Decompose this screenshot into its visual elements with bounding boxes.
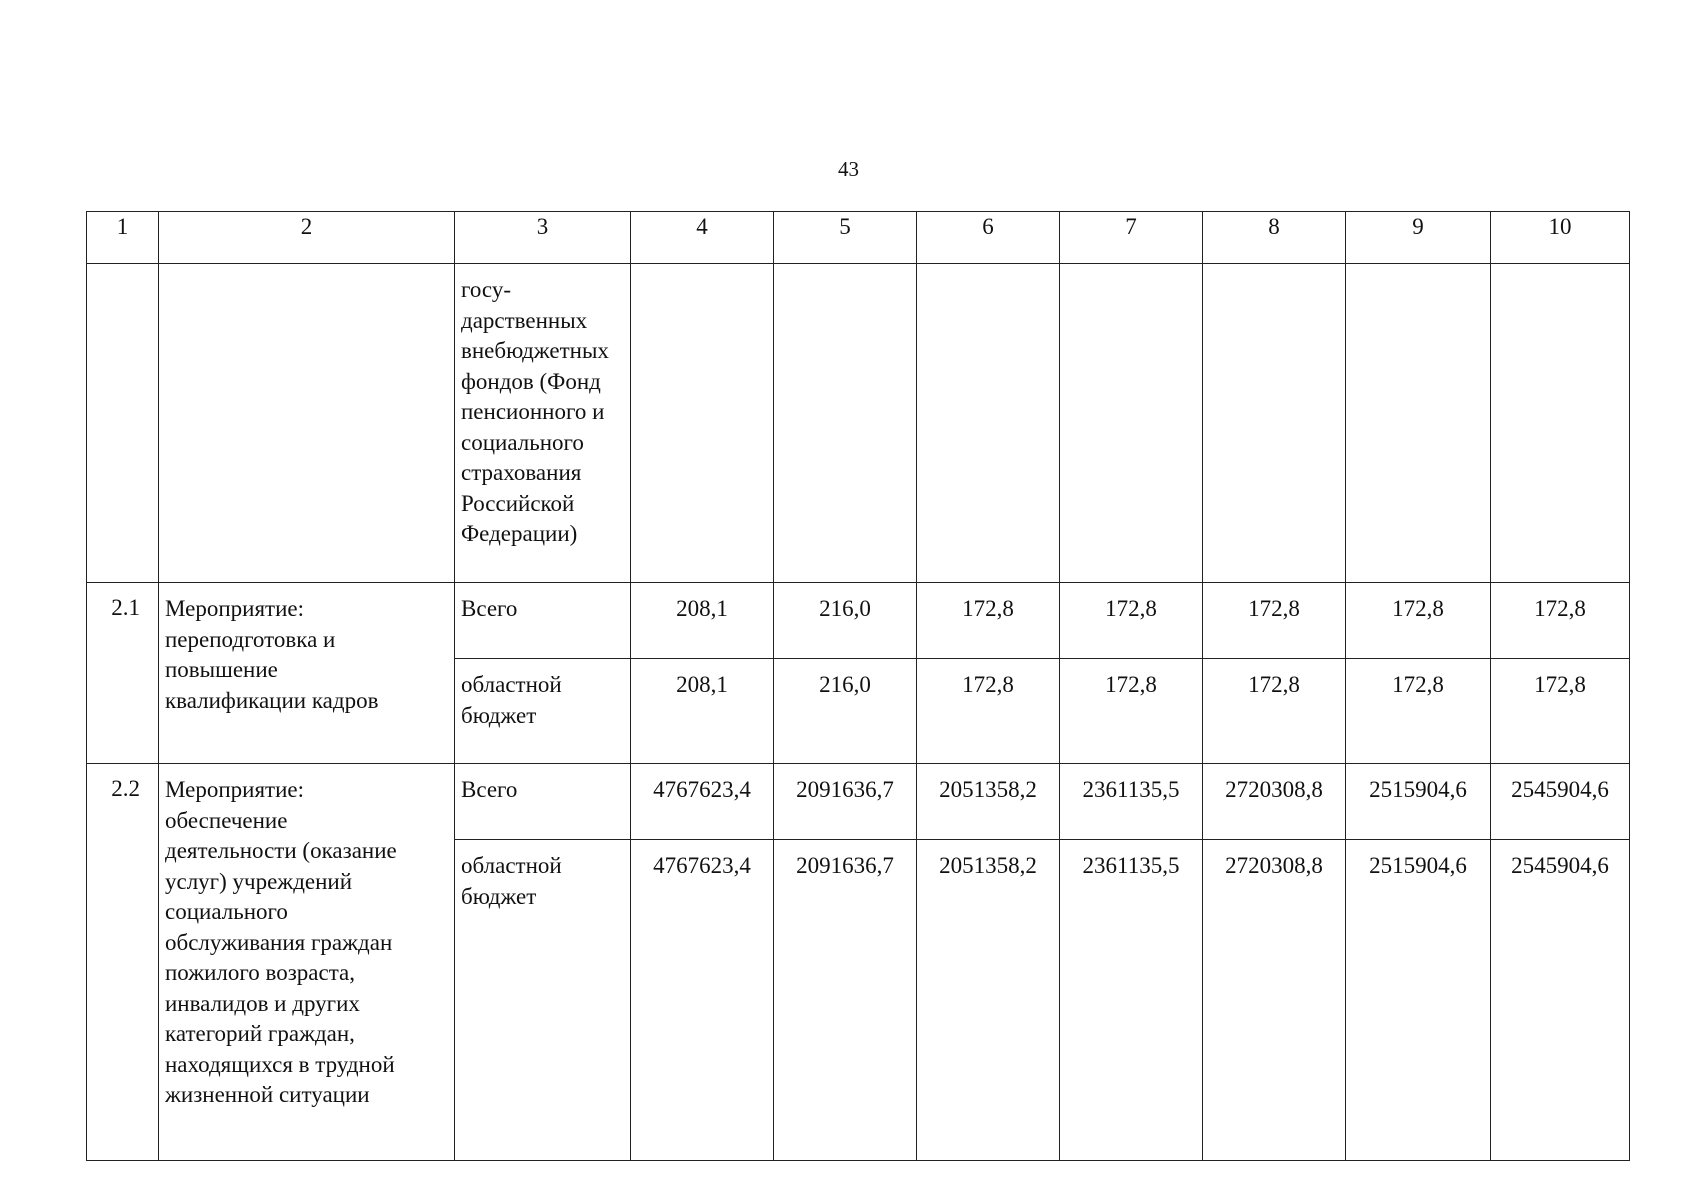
text-line: категорий граждан,	[165, 1021, 355, 1046]
text-line: бюджет	[461, 702, 537, 728]
empty-cell	[1491, 264, 1630, 583]
empty-cell	[774, 264, 917, 583]
column-header: 7	[1060, 212, 1203, 264]
empty-cell	[159, 264, 455, 583]
column-header: 10	[1491, 212, 1630, 264]
value-cell: 2051358,2	[917, 840, 1060, 1161]
empty-cell	[1346, 264, 1491, 583]
text-line: областной	[461, 672, 562, 697]
value-cell: 172,8	[1060, 583, 1203, 659]
text-line: внебюджетных	[461, 338, 609, 363]
measure-name-cell	[159, 583, 455, 764]
page-number: 43	[838, 157, 859, 181]
empty-cell	[87, 264, 159, 583]
text-line: бюджет	[461, 883, 537, 909]
empty-cell	[631, 264, 774, 583]
empty-cell	[1203, 264, 1346, 583]
column-header: 4	[631, 212, 774, 264]
text-line: пенсионного и	[461, 399, 605, 424]
column-header: 3	[455, 212, 631, 264]
value-cell: 208,1	[631, 583, 774, 659]
text-line: госу-	[461, 277, 511, 302]
value-cell: 2545904,6	[1491, 764, 1630, 840]
text-line: обеспечение	[165, 807, 288, 833]
value-cell: 172,8	[1203, 583, 1346, 659]
value-cell: 216,0	[774, 659, 917, 764]
text-line: услуг) учреждений	[165, 868, 353, 894]
text-line: пожилого возраста,	[165, 960, 356, 985]
value-cell: 2545904,6	[1491, 840, 1630, 1161]
value-cell: 208,1	[631, 659, 774, 764]
text-line: Мероприятие:	[165, 777, 305, 802]
value-cell: 2091636,7	[774, 840, 917, 1161]
text-line: дарственных	[461, 307, 588, 333]
text-line: Российской	[461, 490, 575, 516]
text-line: инвалидов и других	[165, 990, 360, 1016]
text-line: обслуживания граждан	[165, 929, 393, 955]
funding-source-cell	[455, 583, 631, 659]
continuation-row	[87, 264, 1630, 583]
empty-cell	[1060, 264, 1203, 583]
value-cell: 2720308,8	[1203, 840, 1346, 1161]
budget-table	[86, 211, 1630, 1161]
value-cell: 4767623,4	[631, 764, 774, 840]
text-line: Всего	[461, 596, 518, 621]
text-line: областной	[461, 853, 562, 878]
text-line: Мероприятие:	[165, 596, 305, 621]
value-cell: 2091636,7	[774, 764, 917, 840]
value-cell: 172,8	[1491, 659, 1630, 764]
value-cell: 2361135,5	[1060, 764, 1203, 840]
text-line: страхования	[461, 460, 582, 485]
funding-source-cell	[455, 659, 631, 764]
item-number: 2.1	[87, 583, 159, 764]
text-line: социального	[165, 899, 288, 924]
text-line: деятельности (оказание	[165, 838, 397, 863]
funding-source-cell	[455, 840, 631, 1161]
column-header: 9	[1346, 212, 1491, 264]
value-cell: 2515904,6	[1346, 840, 1491, 1161]
funding-source-cell	[455, 264, 631, 583]
text-line: Всего	[461, 777, 518, 802]
text-line: переподготовка и	[165, 626, 336, 652]
measure-name-cell	[159, 764, 455, 1161]
value-cell: 172,8	[1346, 583, 1491, 659]
table-row	[87, 583, 1630, 659]
text-line: Федерации)	[461, 521, 578, 546]
value-cell: 4767623,4	[631, 840, 774, 1161]
value-cell: 2051358,2	[917, 764, 1060, 840]
column-header: 6	[917, 212, 1060, 264]
value-cell: 172,8	[1060, 659, 1203, 764]
value-cell: 172,8	[917, 583, 1060, 659]
text-line: фондов (Фонд	[461, 368, 601, 394]
empty-cell	[917, 264, 1060, 583]
column-header: 8	[1203, 212, 1346, 264]
text-line: квалификации кадров	[165, 687, 379, 713]
value-cell: 172,8	[1346, 659, 1491, 764]
column-header: 2	[159, 212, 455, 264]
text-line: находящихся в трудной	[165, 1051, 395, 1077]
funding-source-cell	[455, 764, 631, 840]
value-cell: 2515904,6	[1346, 764, 1491, 840]
value-cell: 2720308,8	[1203, 764, 1346, 840]
item-number: 2.2	[87, 764, 159, 1161]
text-line: повышение	[165, 657, 278, 682]
value-cell: 2361135,5	[1060, 840, 1203, 1161]
value-cell: 172,8	[917, 659, 1060, 764]
value-cell: 172,8	[1491, 583, 1630, 659]
column-header: 5	[774, 212, 917, 264]
value-cell: 172,8	[1203, 659, 1346, 764]
value-cell: 216,0	[774, 583, 917, 659]
text-line: жизненной ситуации	[165, 1082, 370, 1107]
table-row	[87, 764, 1630, 840]
text-line: социального	[461, 429, 584, 455]
column-header: 1	[87, 212, 159, 264]
column-number-row	[87, 212, 1630, 264]
